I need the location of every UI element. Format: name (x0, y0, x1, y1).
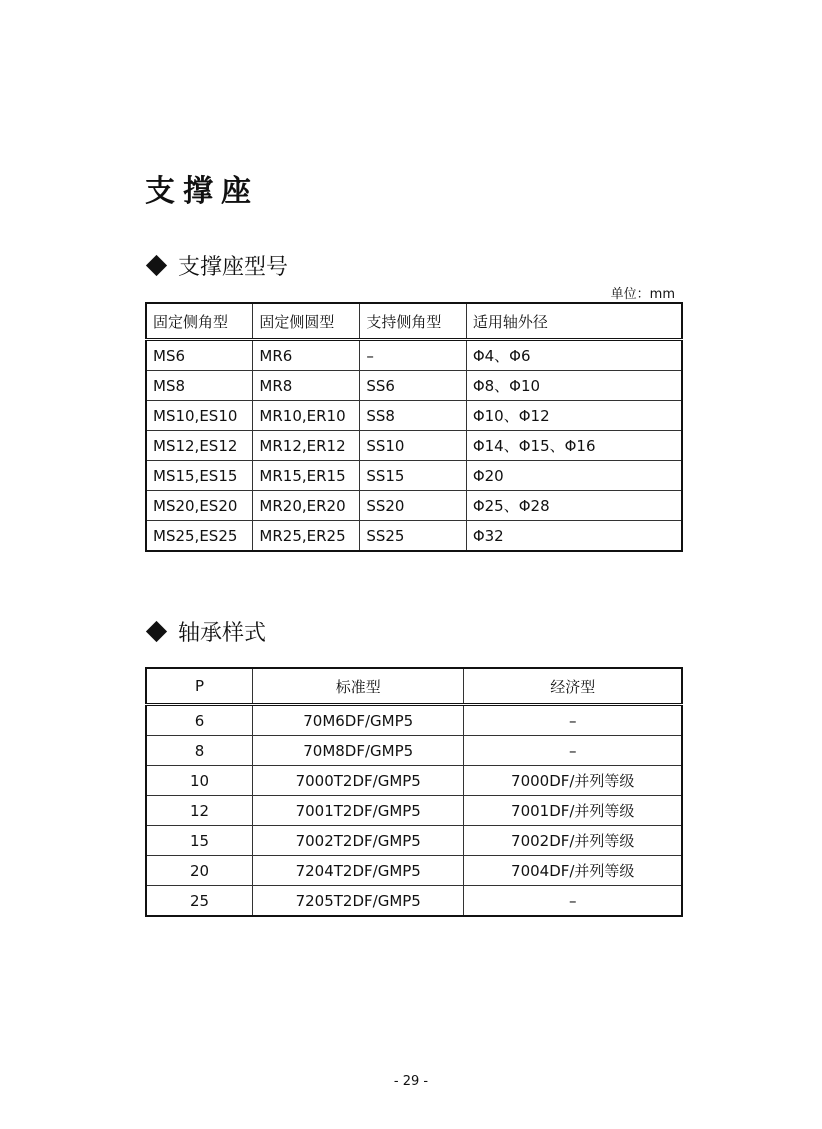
column-header: P (146, 668, 252, 705)
table-cell: – (464, 736, 682, 766)
table-row (146, 886, 682, 917)
table-cell: MR6 (253, 340, 360, 371)
table-cell: MR15,ER15 (253, 461, 360, 491)
page-title: 支撑座 (145, 174, 259, 209)
table-cell: 12 (146, 796, 252, 826)
table-cell: 7004DF/并列等级 (464, 856, 682, 886)
table-cell: MR10,ER10 (253, 401, 360, 431)
table-cell: MS6 (146, 340, 253, 371)
table-cell: 10 (146, 766, 252, 796)
table-cell: 7001DF/并列等级 (464, 796, 682, 826)
table-cell: Φ14、Φ15、Φ16 (466, 431, 682, 461)
table-row (146, 826, 682, 856)
table-cell: 70M6DF/GMP5 (252, 705, 463, 736)
bearing-style-table (145, 667, 683, 917)
table-cell: MS20,ES20 (146, 491, 253, 521)
table-cell: SS25 (360, 521, 467, 552)
table-cell: 6 (146, 705, 252, 736)
table-cell: 7205T2DF/GMP5 (252, 886, 463, 917)
table-cell: Φ10、Φ12 (466, 401, 682, 431)
table-cell: MS8 (146, 371, 253, 401)
table-cell: MR12,ER12 (253, 431, 360, 461)
table-cell: Φ32 (466, 521, 682, 552)
column-header: 支持侧角型 (360, 303, 467, 340)
table-cell: MR25,ER25 (253, 521, 360, 552)
table-cell: Φ20 (466, 461, 682, 491)
table-cell: Φ25、Φ28 (466, 491, 682, 521)
table-row (146, 371, 682, 401)
unit-note: 单位：mm (610, 287, 675, 302)
table-cell: MR20,ER20 (253, 491, 360, 521)
column-header: 适用轴外径 (466, 303, 682, 340)
column-header: 固定侧圆型 (253, 303, 360, 340)
table-cell: 7001T2DF/GMP5 (252, 796, 463, 826)
table-row (146, 766, 682, 796)
table-cell: – (360, 340, 467, 371)
table-header-row (146, 668, 682, 705)
table-cell: 7204T2DF/GMP5 (252, 856, 463, 886)
table-cell: MS10,ES10 (146, 401, 253, 431)
diamond-bullet-icon (146, 621, 167, 642)
table-row (146, 401, 682, 431)
table-cell: Φ4、Φ6 (466, 340, 682, 371)
table-row (146, 736, 682, 766)
table-cell: MS12,ES12 (146, 431, 253, 461)
table-cell: 70M8DF/GMP5 (252, 736, 463, 766)
table-cell: SS15 (360, 461, 467, 491)
column-header: 固定侧角型 (146, 303, 253, 340)
table-cell: – (464, 886, 682, 917)
table-cell: SS20 (360, 491, 467, 521)
table-cell: – (464, 705, 682, 736)
page-number: - 29 - (393, 1074, 429, 1089)
section-heading-support-models (145, 250, 288, 281)
section-heading-label: 轴承样式 (178, 621, 267, 646)
table-cell: MS25,ES25 (146, 521, 253, 552)
support-model-table (145, 302, 683, 552)
column-header: 经济型 (464, 668, 682, 705)
table-cell: 7002T2DF/GMP5 (252, 826, 463, 856)
table-cell: 25 (146, 886, 252, 917)
table-cell: SS8 (360, 401, 467, 431)
table-row (146, 491, 682, 521)
section-heading-label: 支撑座型号 (178, 255, 289, 280)
table-row (146, 856, 682, 886)
section-heading-bearing-styles (145, 616, 266, 647)
table-cell: 20 (146, 856, 252, 886)
table-cell: Φ8、Φ10 (466, 371, 682, 401)
table-row (146, 521, 682, 552)
table-cell: SS6 (360, 371, 467, 401)
diamond-bullet-icon (146, 255, 167, 276)
table-row (146, 340, 682, 371)
table-row (146, 705, 682, 736)
table-cell: SS10 (360, 431, 467, 461)
table-cell: 8 (146, 736, 252, 766)
table-row (146, 461, 682, 491)
table-cell: MS15,ES15 (146, 461, 253, 491)
table-cell: 7000T2DF/GMP5 (252, 766, 463, 796)
table-cell: 15 (146, 826, 252, 856)
table-cell: 7002DF/并列等级 (464, 826, 682, 856)
table-row (146, 796, 682, 826)
column-header: 标准型 (252, 668, 463, 705)
table-header-row (146, 303, 682, 340)
table-cell: MR8 (253, 371, 360, 401)
table-row (146, 431, 682, 461)
table-cell: 7000DF/并列等级 (464, 766, 682, 796)
